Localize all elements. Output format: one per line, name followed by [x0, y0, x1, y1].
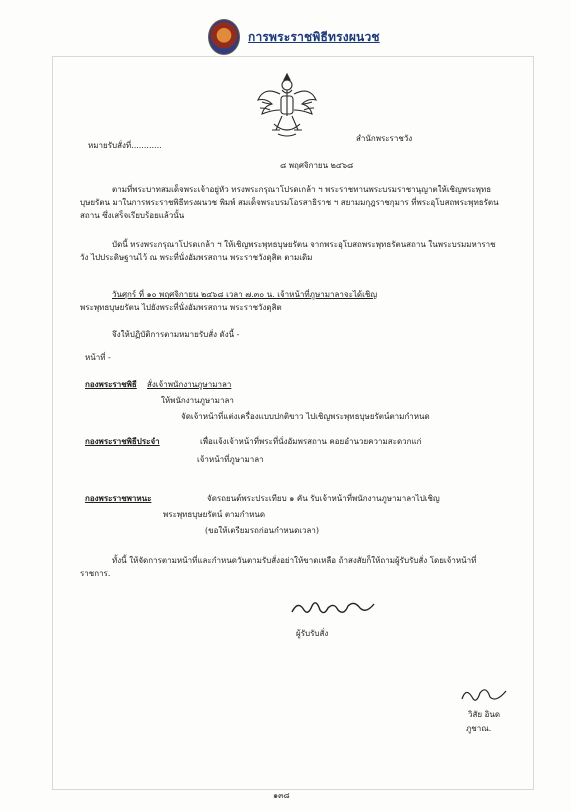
- section-royal-ceremony: [85, 378, 515, 428]
- section-line: จัดรถยนต์พระประเทียบ ๑ คัน รับเจ้าหน้าที่พนักงานภูษามาลาไปเชิญ: [207, 494, 440, 503]
- garuda-emblem-icon: [254, 70, 320, 140]
- section-label: กองพระราชพิธี: [85, 379, 137, 389]
- section-line: เพื่อแจ้งเจ้าหน้าที่พระที่นั่งอัมพรสถาน คอยอำนวยความสะดวกแก่: [200, 437, 422, 446]
- section-label: กองพระราชพิธีประจำ: [85, 436, 160, 446]
- paragraph-2: บัดนี้ ทรงพระกรุณาโปรดเกล้า ฯ ให้เชิญพระพุทธบุษยรัตน จากพระอุโบสถพระพุทธรัตนสถาน ในพระบรมมหาราชวัง ไปประดิษฐานไว้ ณ พระที่นั่งอัมพรสถาน พระราชวังดุสิต ตามเดิม: [80, 240, 496, 262]
- paragraph-4: จึงให้ปฏิบัติการตามหมายรับสั่ง ดังนี้ -: [112, 330, 240, 339]
- section-line: พระพุทธบุษยรัตน์ ตามกำหนด: [163, 510, 266, 519]
- section-line: สั่งเจ้าพนักงานภูษามาลา: [147, 380, 232, 389]
- issuing-office: สำนักพระราชวัง: [356, 134, 413, 143]
- paragraph-3: [80, 288, 500, 314]
- section-line: (ขอให้เตรียมรถก่อนกำหนดเวลา): [205, 526, 320, 535]
- closing-paragraph: ทั้งนี้ ให้จัดการตามหน้าที่และกำหนดวันตามรับสั่งอย่าให้ขาดเหลือ ถ้าสงสัยก็ให้ถามผู้รับรับสั่ง โดยเจ้าหน้าที่ราชการ.: [80, 556, 477, 578]
- section-line: จัดเจ้าหน้าที่แต่งเครื่องแบบปกติขาว ไปเชิญพระพุทธบุษยรัตน์ตามกำหนด: [181, 412, 430, 421]
- document-date: ๘ พฤศจิกายน ๒๔๖๘: [280, 161, 354, 170]
- reference-number: หมายรับสั่งที่............: [88, 141, 162, 150]
- signer-role: ภูชาณ.: [466, 724, 492, 733]
- duties-heading: หน้าที่ -: [85, 353, 111, 362]
- page-number: ๑๓๘: [273, 791, 290, 800]
- section-line: ให้พนักงานภูษามาลา: [161, 396, 234, 405]
- handwritten-signature: [288, 594, 378, 620]
- paragraph-3-line-2: พระพุทธบุษยรัตน ไปยังพระที่นั่งอัมพรสถาน พระราชวังดุสิต: [80, 303, 282, 312]
- section-label: กองพระราชพาหนะ: [85, 493, 152, 503]
- paragraph-1: ตามที่พระบาทสมเด็จพระเจ้าอยู่หัว ทรงพระกรุณาโปรดเกล้า ฯ พระราชทานพระบรมราชานุญาตให้เชิญพระพุทธบุษยรัตน มาในการพระราชพิธีทรงผนวช พิมพ์ สมเด็จพระบรมโอรสาธิราช ฯ สยามมกุฎราชกุมาร ที่พระอุโบสถพระพุทธรัตนสถาน ซึ่งเสร็จเรียบร้อยแล้วนั้น: [80, 185, 499, 220]
- section-ceremony-office: [85, 435, 515, 475]
- signer-name: วิสัย อินด: [468, 710, 501, 719]
- section-line: เจ้าหน้าที่ภูษามาลา: [197, 455, 264, 464]
- handwritten-signature: [458, 683, 510, 707]
- header-title: การพระราชพิธีทรงผนวช: [248, 29, 380, 44]
- header: [208, 20, 380, 54]
- royal-seal-icon: [208, 19, 240, 55]
- signature-caption: ผู้รับรับสั่ง: [296, 629, 329, 638]
- section-royal-vehicles: [85, 492, 515, 542]
- paragraph-3-line-1: วันศุกร์ ที่ ๑๐ พฤศจิกายน ๒๔๖๘ เวลา ๗.๓๐ น. เจ้าหน้าที่ภูษามาลาจะได้เชิญ: [112, 290, 378, 299]
